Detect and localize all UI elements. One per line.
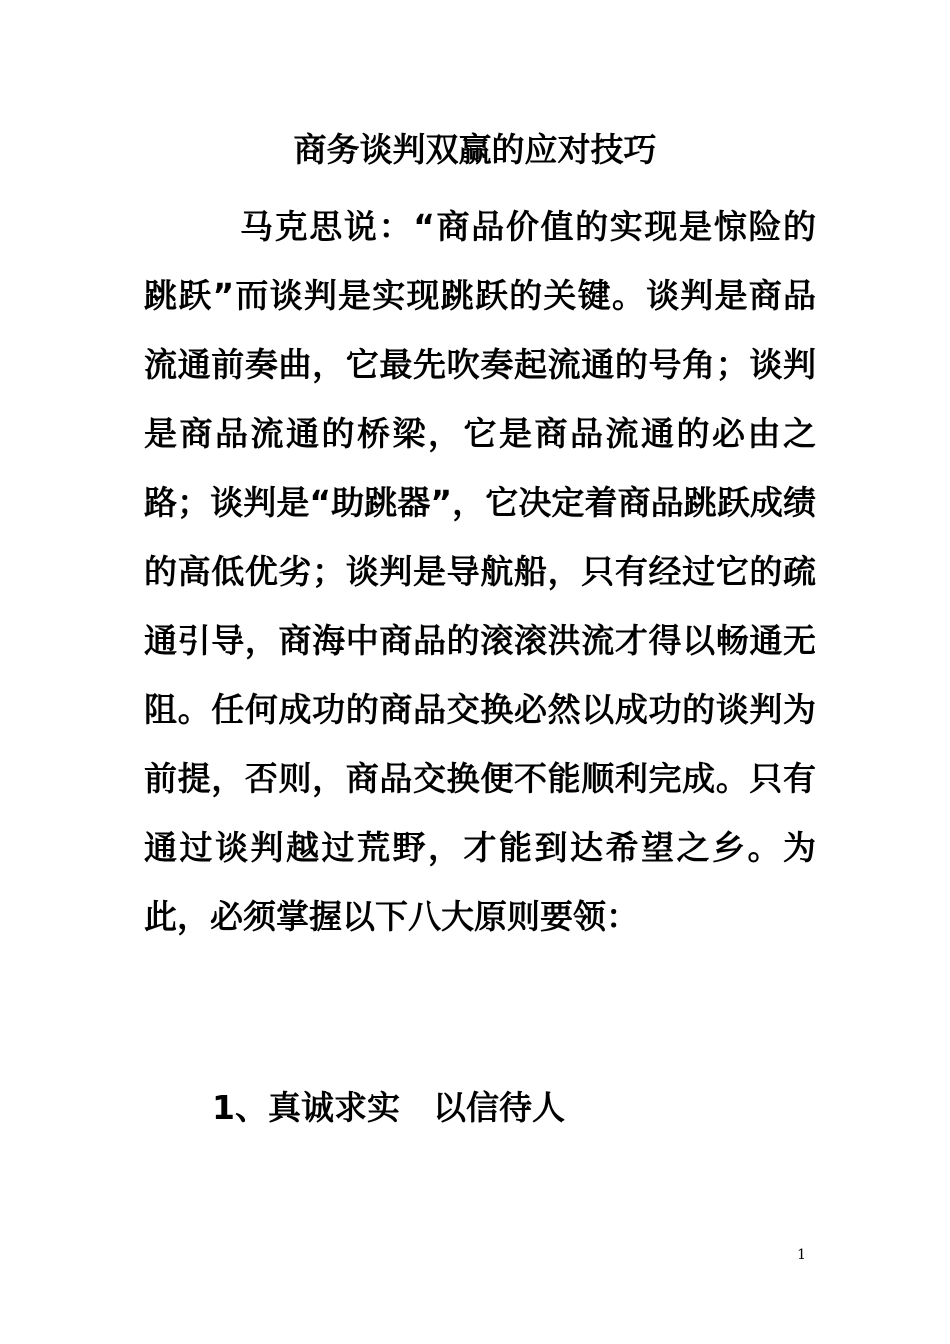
body-paragraph: 马克思说：“商品价值的实现是惊险的跳跃”而谈判是实现跳跃的关键。谈判是商品流通前奏曲，它最先吹奏起流通的号角；谈判是商品流通的桥梁，它是商品流通的必由之路；谈判是“助跳器”，它决定着商品跳跃成绩的高低优劣；谈判是导航船，只有经过它的疏通引导，商海中商品的滚滚洪流才得以畅通无阻。任何成功的商品交换必然以成功的谈判为前提，否则，商品交换便不能顺利完成。只有通过谈判越过荒野，才能到达希望之乡。为此，必须掌握以下八大原则要领： [144,207,816,936]
page-number: 1 [797,1247,806,1263]
document-title: 商务谈判双赢的应对技巧 [293,130,657,169]
section-heading: 1、真诚求实 以信待人 [212,1088,565,1127]
